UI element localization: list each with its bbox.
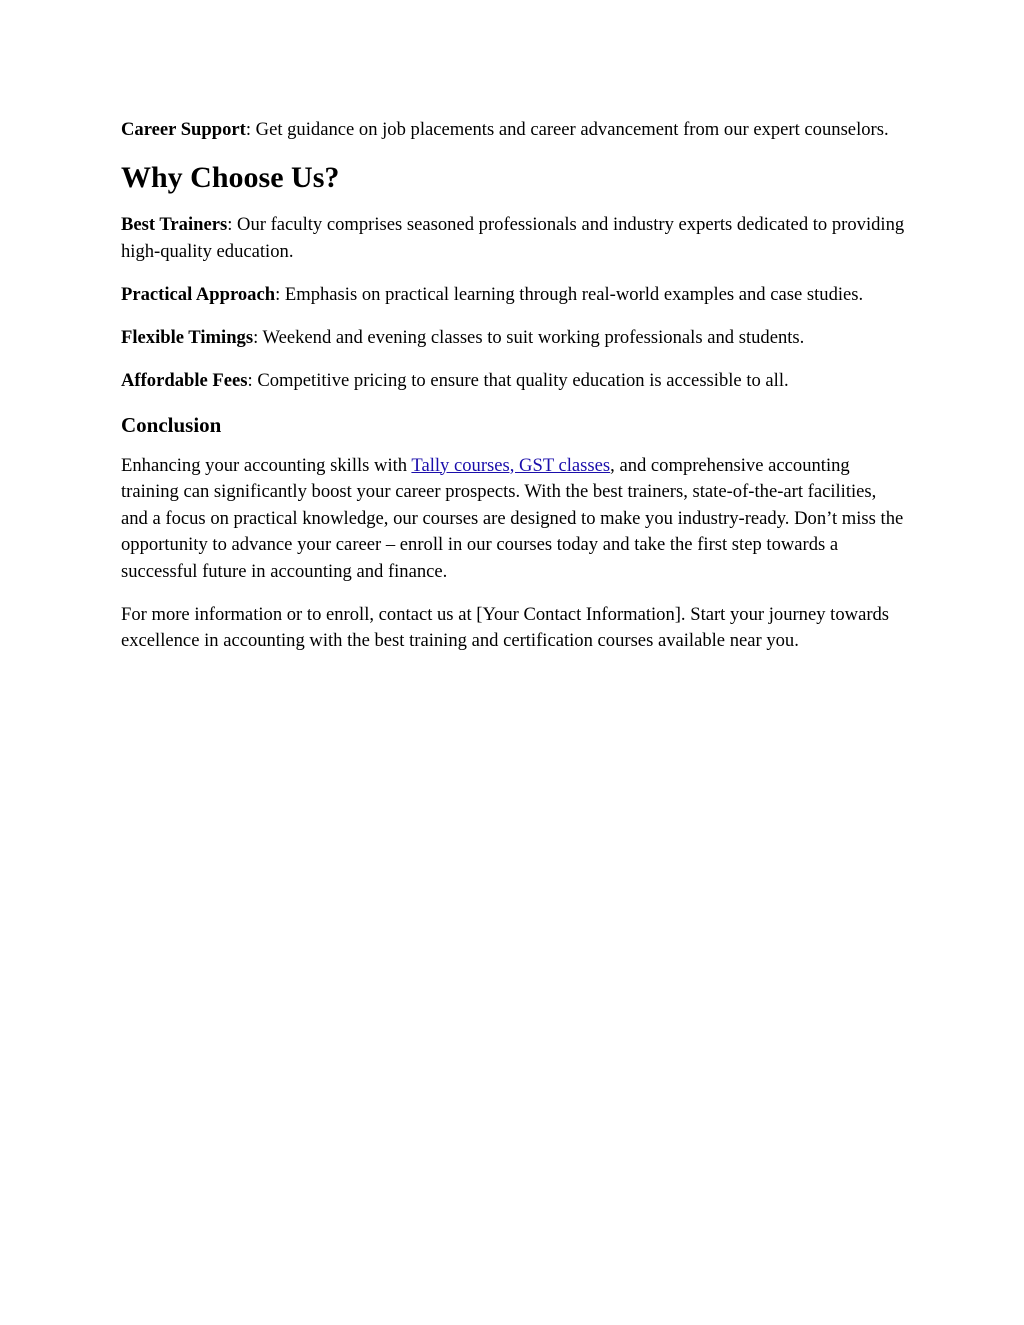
reason-item-best-trainers bbox=[121, 212, 906, 265]
conclusion-heading: Conclusion bbox=[121, 412, 222, 437]
conclusion-text-before-link: Enhancing your accounting skills with bbox=[121, 454, 412, 476]
conclusion-text-after-link: , and comprehensive accounting training can significantly boost your career prospects. With the best trainers, state-of-the-art facilities, and a focus on practical knowledge, our courses are designed to make you industry-ready. Don’t miss the opportunity to advance your career – enroll in our courses today and take the first step towards a successful future in accounting and finance. bbox=[121, 454, 904, 582]
career-support-term: Career Support bbox=[121, 119, 246, 140]
career-support-item bbox=[121, 117, 906, 144]
closing-paragraph: For more information or to enroll, contact us at [Your Contact Information]. Start your journey towards excellence in accounting with the best training and certification courses available near you. bbox=[121, 603, 890, 651]
reason-term: Affordable Fees bbox=[121, 369, 248, 391]
career-support-text: : Get guidance on job placements and career advancement from our expert counselors. bbox=[245, 119, 889, 140]
tally-gst-courses-link[interactable]: Tally courses, GST classes bbox=[411, 454, 611, 476]
reason-text: : Emphasis on practical learning through real-world examples and case studies. bbox=[275, 283, 864, 305]
reason-item-practical-approach bbox=[121, 282, 906, 309]
reason-item-flexible-timings bbox=[121, 325, 906, 352]
reason-term: Best Trainers bbox=[121, 214, 228, 235]
reason-term: Practical Approach bbox=[121, 283, 276, 305]
why-choose-heading: Why Choose Us? bbox=[121, 161, 340, 194]
document-page bbox=[121, 117, 906, 671]
reason-term: Flexible Timings bbox=[121, 326, 254, 348]
reason-item-affordable-fees bbox=[121, 368, 906, 395]
conclusion-paragraph bbox=[121, 453, 906, 586]
reason-text: : Our faculty comprises seasoned professionals and industry experts dedicated to providing high-quality education. bbox=[121, 214, 905, 262]
reason-text: : Competitive pricing to ensure that quality education is accessible to all. bbox=[247, 369, 789, 391]
reason-text: : Weekend and evening classes to suit working professionals and students. bbox=[253, 326, 805, 348]
